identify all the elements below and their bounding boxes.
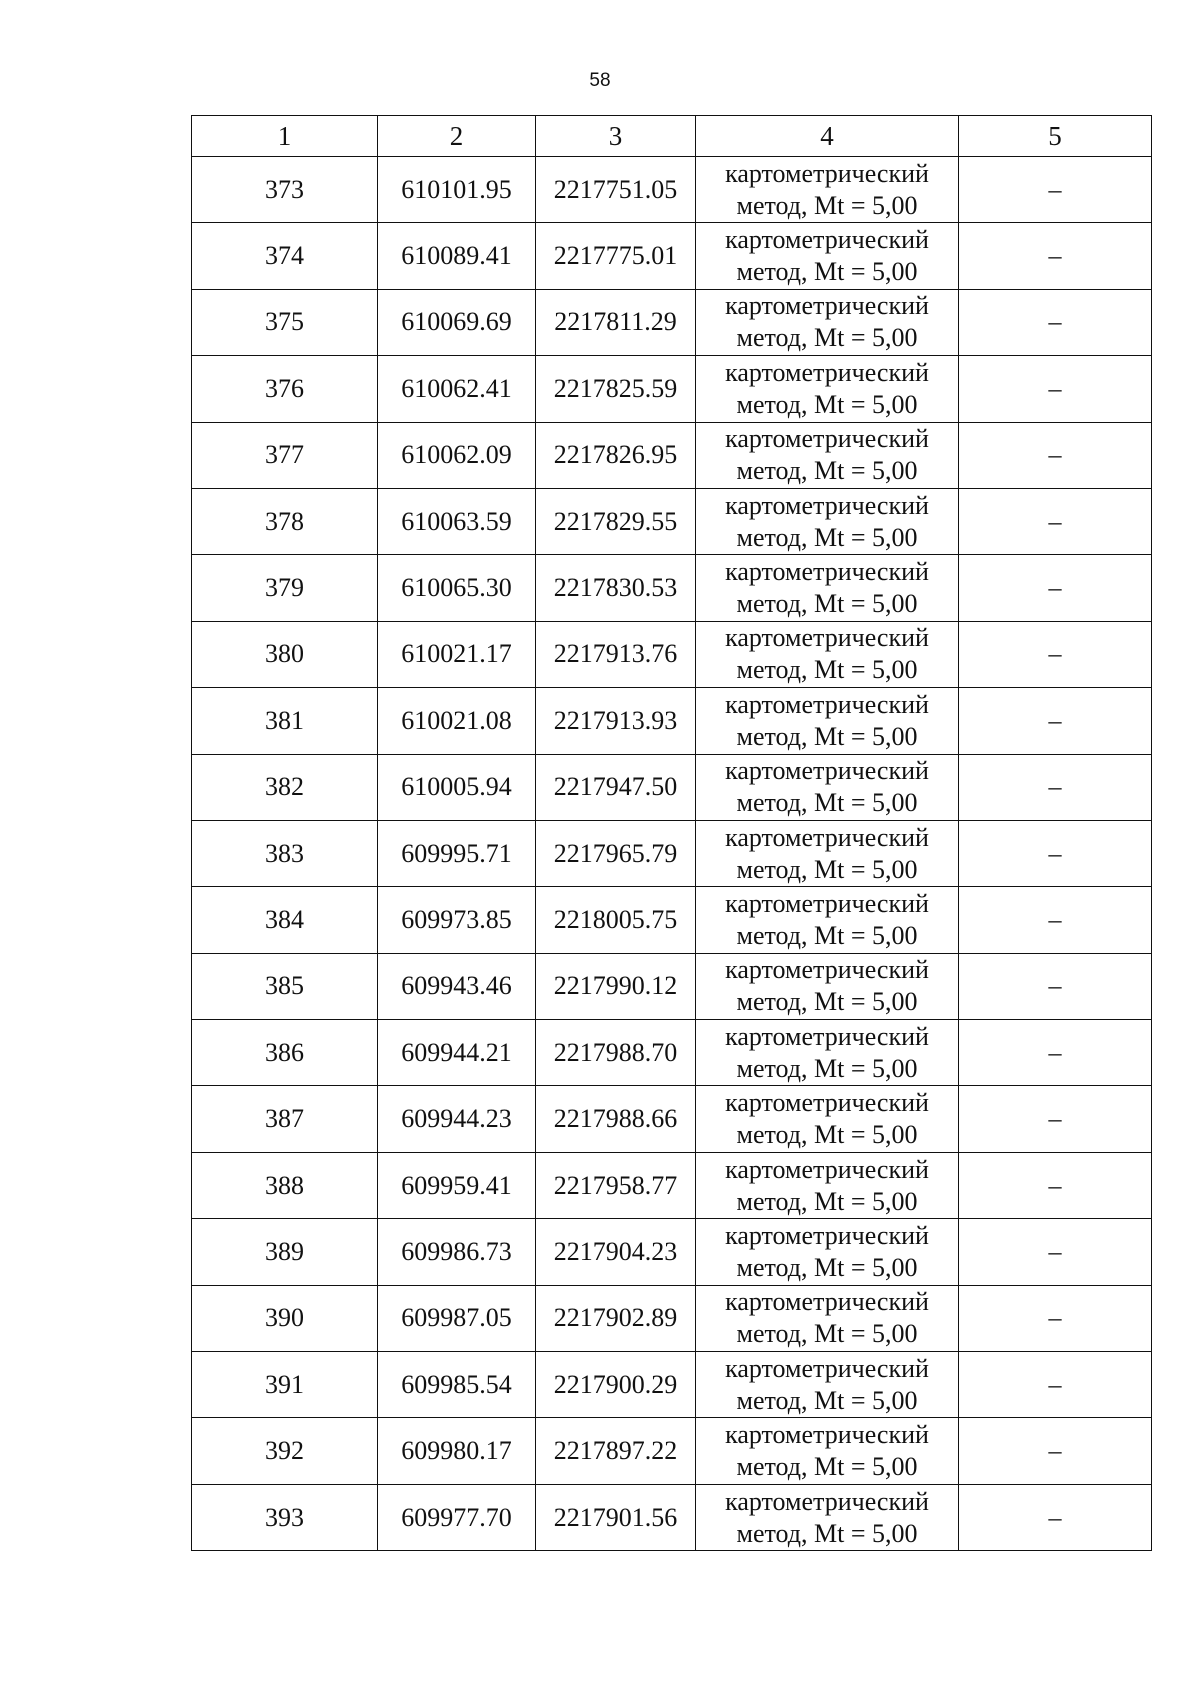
y-coordinate-cell: 2217913.76: [536, 621, 696, 687]
method-cell: [696, 820, 959, 886]
table-row: [192, 887, 1152, 953]
method-text-line1: картометрический: [725, 1420, 929, 1450]
x-coordinate-cell: 610069.69: [378, 289, 536, 355]
note-cell: –: [959, 688, 1152, 754]
table-row: [192, 1152, 1152, 1218]
y-coordinate-cell: 2217904.23: [536, 1219, 696, 1285]
method-text-line2: метод, Mt = 5,00: [736, 1452, 918, 1482]
method-text-line2: метод, Mt = 5,00: [736, 987, 918, 1017]
x-coordinate-cell: 609995.71: [378, 820, 536, 886]
point-number-cell: 374: [192, 223, 378, 289]
note-cell: –: [959, 820, 1152, 886]
method-text-line1: картометрический: [725, 689, 929, 719]
method-text-line1: картометрический: [725, 291, 929, 321]
point-number-cell: 390: [192, 1285, 378, 1351]
point-number-cell: 384: [192, 887, 378, 953]
method-text-line1: картометрический: [725, 490, 929, 520]
table-header-row: [192, 116, 1152, 157]
point-number-cell: 393: [192, 1484, 378, 1550]
note-cell: –: [959, 953, 1152, 1019]
point-number-cell: 382: [192, 754, 378, 820]
x-coordinate-cell: 610005.94: [378, 754, 536, 820]
method-text-line2: метод, Mt = 5,00: [736, 522, 918, 552]
table-row: [192, 1219, 1152, 1285]
table-row: [192, 157, 1152, 223]
x-coordinate-cell: 609987.05: [378, 1285, 536, 1351]
method-cell: [696, 356, 959, 422]
method-text-line1: картометрический: [725, 557, 929, 587]
y-coordinate-cell: 2217897.22: [536, 1418, 696, 1484]
note-cell: –: [959, 1152, 1152, 1218]
x-coordinate-cell: 609944.21: [378, 1020, 536, 1086]
point-number-cell: 383: [192, 820, 378, 886]
point-number-cell: 376: [192, 356, 378, 422]
method-text-line1: картометрический: [725, 357, 929, 387]
point-number-cell: 386: [192, 1020, 378, 1086]
method-text-line2: метод, Mt = 5,00: [736, 456, 918, 486]
method-cell: [696, 887, 959, 953]
y-coordinate-cell: 2217947.50: [536, 754, 696, 820]
y-coordinate-cell: 2217988.70: [536, 1020, 696, 1086]
note-cell: –: [959, 1219, 1152, 1285]
method-text-line1: картометрический: [725, 1220, 929, 1250]
note-cell: –: [959, 555, 1152, 621]
method-cell: [696, 1352, 959, 1418]
x-coordinate-cell: 610021.17: [378, 621, 536, 687]
point-number-cell: 381: [192, 688, 378, 754]
note-cell: –: [959, 157, 1152, 223]
method-cell: [696, 1152, 959, 1218]
method-text-line2: метод, Mt = 5,00: [736, 788, 918, 818]
y-coordinate-cell: 2217830.53: [536, 555, 696, 621]
method-text-line2: метод, Mt = 5,00: [736, 1385, 918, 1415]
method-cell: [696, 488, 959, 554]
y-coordinate-cell: 2217811.29: [536, 289, 696, 355]
method-cell: [696, 422, 959, 488]
x-coordinate-cell: 609959.41: [378, 1152, 536, 1218]
method-text-line2: метод, Mt = 5,00: [736, 1518, 918, 1548]
method-text-line2: метод, Mt = 5,00: [736, 854, 918, 884]
point-number-cell: 391: [192, 1352, 378, 1418]
header-col-2: 2: [378, 116, 536, 157]
note-cell: –: [959, 488, 1152, 554]
table-row: [192, 488, 1152, 554]
method-text-line2: метод, Mt = 5,00: [736, 721, 918, 751]
method-cell: [696, 1418, 959, 1484]
header-col-3: 3: [536, 116, 696, 157]
x-coordinate-cell: 610021.08: [378, 688, 536, 754]
note-cell: –: [959, 621, 1152, 687]
x-coordinate-cell: 610065.30: [378, 555, 536, 621]
method-cell: [696, 1020, 959, 1086]
method-text-line1: картометрический: [725, 1154, 929, 1184]
method-text-line1: картометрический: [725, 225, 929, 255]
method-cell: [696, 289, 959, 355]
note-cell: –: [959, 1020, 1152, 1086]
method-text-line1: картометрический: [725, 1353, 929, 1383]
x-coordinate-cell: 610101.95: [378, 157, 536, 223]
method-cell: [696, 754, 959, 820]
table-row: [192, 1484, 1152, 1550]
table-row: [192, 688, 1152, 754]
note-cell: –: [959, 1418, 1152, 1484]
method-text-line2: метод, Mt = 5,00: [736, 655, 918, 685]
note-cell: –: [959, 223, 1152, 289]
method-cell: [696, 953, 959, 1019]
point-number-cell: 377: [192, 422, 378, 488]
method-text-line2: метод, Mt = 5,00: [736, 1319, 918, 1349]
method-text-line1: картометрический: [725, 1486, 929, 1516]
x-coordinate-cell: 609980.17: [378, 1418, 536, 1484]
method-text-line1: картометрический: [725, 955, 929, 985]
method-text-line2: метод, Mt = 5,00: [736, 1186, 918, 1216]
note-cell: –: [959, 1086, 1152, 1152]
table-body: [192, 157, 1152, 1551]
coordinates-table: [191, 115, 1152, 1551]
note-cell: –: [959, 1484, 1152, 1550]
method-text-line2: метод, Mt = 5,00: [736, 920, 918, 950]
method-text-line1: картометрический: [725, 623, 929, 653]
point-number-cell: 392: [192, 1418, 378, 1484]
method-text-line2: метод, Mt = 5,00: [736, 389, 918, 419]
table-row: [192, 1352, 1152, 1418]
method-cell: [696, 223, 959, 289]
y-coordinate-cell: 2217775.01: [536, 223, 696, 289]
table-row: [192, 820, 1152, 886]
x-coordinate-cell: 609943.46: [378, 953, 536, 1019]
x-coordinate-cell: 610062.41: [378, 356, 536, 422]
x-coordinate-cell: 609977.70: [378, 1484, 536, 1550]
point-number-cell: 379: [192, 555, 378, 621]
y-coordinate-cell: 2217829.55: [536, 488, 696, 554]
method-text-line2: метод, Mt = 5,00: [736, 1120, 918, 1150]
table-row: [192, 1285, 1152, 1351]
table-row: [192, 422, 1152, 488]
method-cell: [696, 1285, 959, 1351]
method-cell: [696, 688, 959, 754]
x-coordinate-cell: 609986.73: [378, 1219, 536, 1285]
note-cell: –: [959, 887, 1152, 953]
x-coordinate-cell: 609944.23: [378, 1086, 536, 1152]
table-row: [192, 1020, 1152, 1086]
point-number-cell: 378: [192, 488, 378, 554]
header-col-1: 1: [192, 116, 378, 157]
y-coordinate-cell: 2217958.77: [536, 1152, 696, 1218]
note-cell: –: [959, 422, 1152, 488]
method-cell: [696, 1484, 959, 1550]
method-text-line1: картометрический: [725, 1088, 929, 1118]
method-cell: [696, 1219, 959, 1285]
table-row: [192, 953, 1152, 1019]
method-cell: [696, 621, 959, 687]
x-coordinate-cell: 609973.85: [378, 887, 536, 953]
table-row: [192, 356, 1152, 422]
method-text-line2: метод, Mt = 5,00: [736, 1053, 918, 1083]
method-text-line2: метод, Mt = 5,00: [736, 323, 918, 353]
table-row: [192, 223, 1152, 289]
method-text-line1: картометрический: [725, 888, 929, 918]
method-text-line1: картометрический: [725, 424, 929, 454]
table-row: [192, 1418, 1152, 1484]
y-coordinate-cell: 2217751.05: [536, 157, 696, 223]
table-row: [192, 754, 1152, 820]
note-cell: –: [959, 754, 1152, 820]
x-coordinate-cell: 610063.59: [378, 488, 536, 554]
y-coordinate-cell: 2217965.79: [536, 820, 696, 886]
method-cell: [696, 1086, 959, 1152]
page-number: 58: [589, 70, 611, 91]
table-row: [192, 621, 1152, 687]
point-number-cell: 388: [192, 1152, 378, 1218]
method-cell: [696, 157, 959, 223]
y-coordinate-cell: 2217990.12: [536, 953, 696, 1019]
method-text-line2: метод, Mt = 5,00: [736, 257, 918, 287]
point-number-cell: 385: [192, 953, 378, 1019]
point-number-cell: 389: [192, 1219, 378, 1285]
header-col-5: 5: [959, 116, 1152, 157]
point-number-cell: 380: [192, 621, 378, 687]
x-coordinate-cell: 610062.09: [378, 422, 536, 488]
note-cell: –: [959, 289, 1152, 355]
y-coordinate-cell: 2217902.89: [536, 1285, 696, 1351]
y-coordinate-cell: 2217901.56: [536, 1484, 696, 1550]
note-cell: –: [959, 1352, 1152, 1418]
table-row: [192, 1086, 1152, 1152]
x-coordinate-cell: 610089.41: [378, 223, 536, 289]
note-cell: –: [959, 1285, 1152, 1351]
point-number-cell: 387: [192, 1086, 378, 1152]
x-coordinate-cell: 609985.54: [378, 1352, 536, 1418]
header-col-4: 4: [696, 116, 959, 157]
method-cell: [696, 555, 959, 621]
note-cell: –: [959, 356, 1152, 422]
method-text-line1: картометрический: [725, 1021, 929, 1051]
point-number-cell: 375: [192, 289, 378, 355]
method-text-line2: метод, Mt = 5,00: [736, 190, 918, 220]
method-text-line2: метод, Mt = 5,00: [736, 1252, 918, 1282]
table-row: [192, 289, 1152, 355]
y-coordinate-cell: 2217913.93: [536, 688, 696, 754]
point-number-cell: 373: [192, 157, 378, 223]
method-text-line1: картометрический: [725, 822, 929, 852]
table-row: [192, 555, 1152, 621]
method-text-line1: картометрический: [725, 1287, 929, 1317]
y-coordinate-cell: 2217826.95: [536, 422, 696, 488]
y-coordinate-cell: 2217900.29: [536, 1352, 696, 1418]
method-text-line1: картометрический: [725, 756, 929, 786]
y-coordinate-cell: 2217825.59: [536, 356, 696, 422]
y-coordinate-cell: 2218005.75: [536, 887, 696, 953]
method-text-line1: картометрический: [725, 158, 929, 188]
method-text-line2: метод, Mt = 5,00: [736, 589, 918, 619]
y-coordinate-cell: 2217988.66: [536, 1086, 696, 1152]
